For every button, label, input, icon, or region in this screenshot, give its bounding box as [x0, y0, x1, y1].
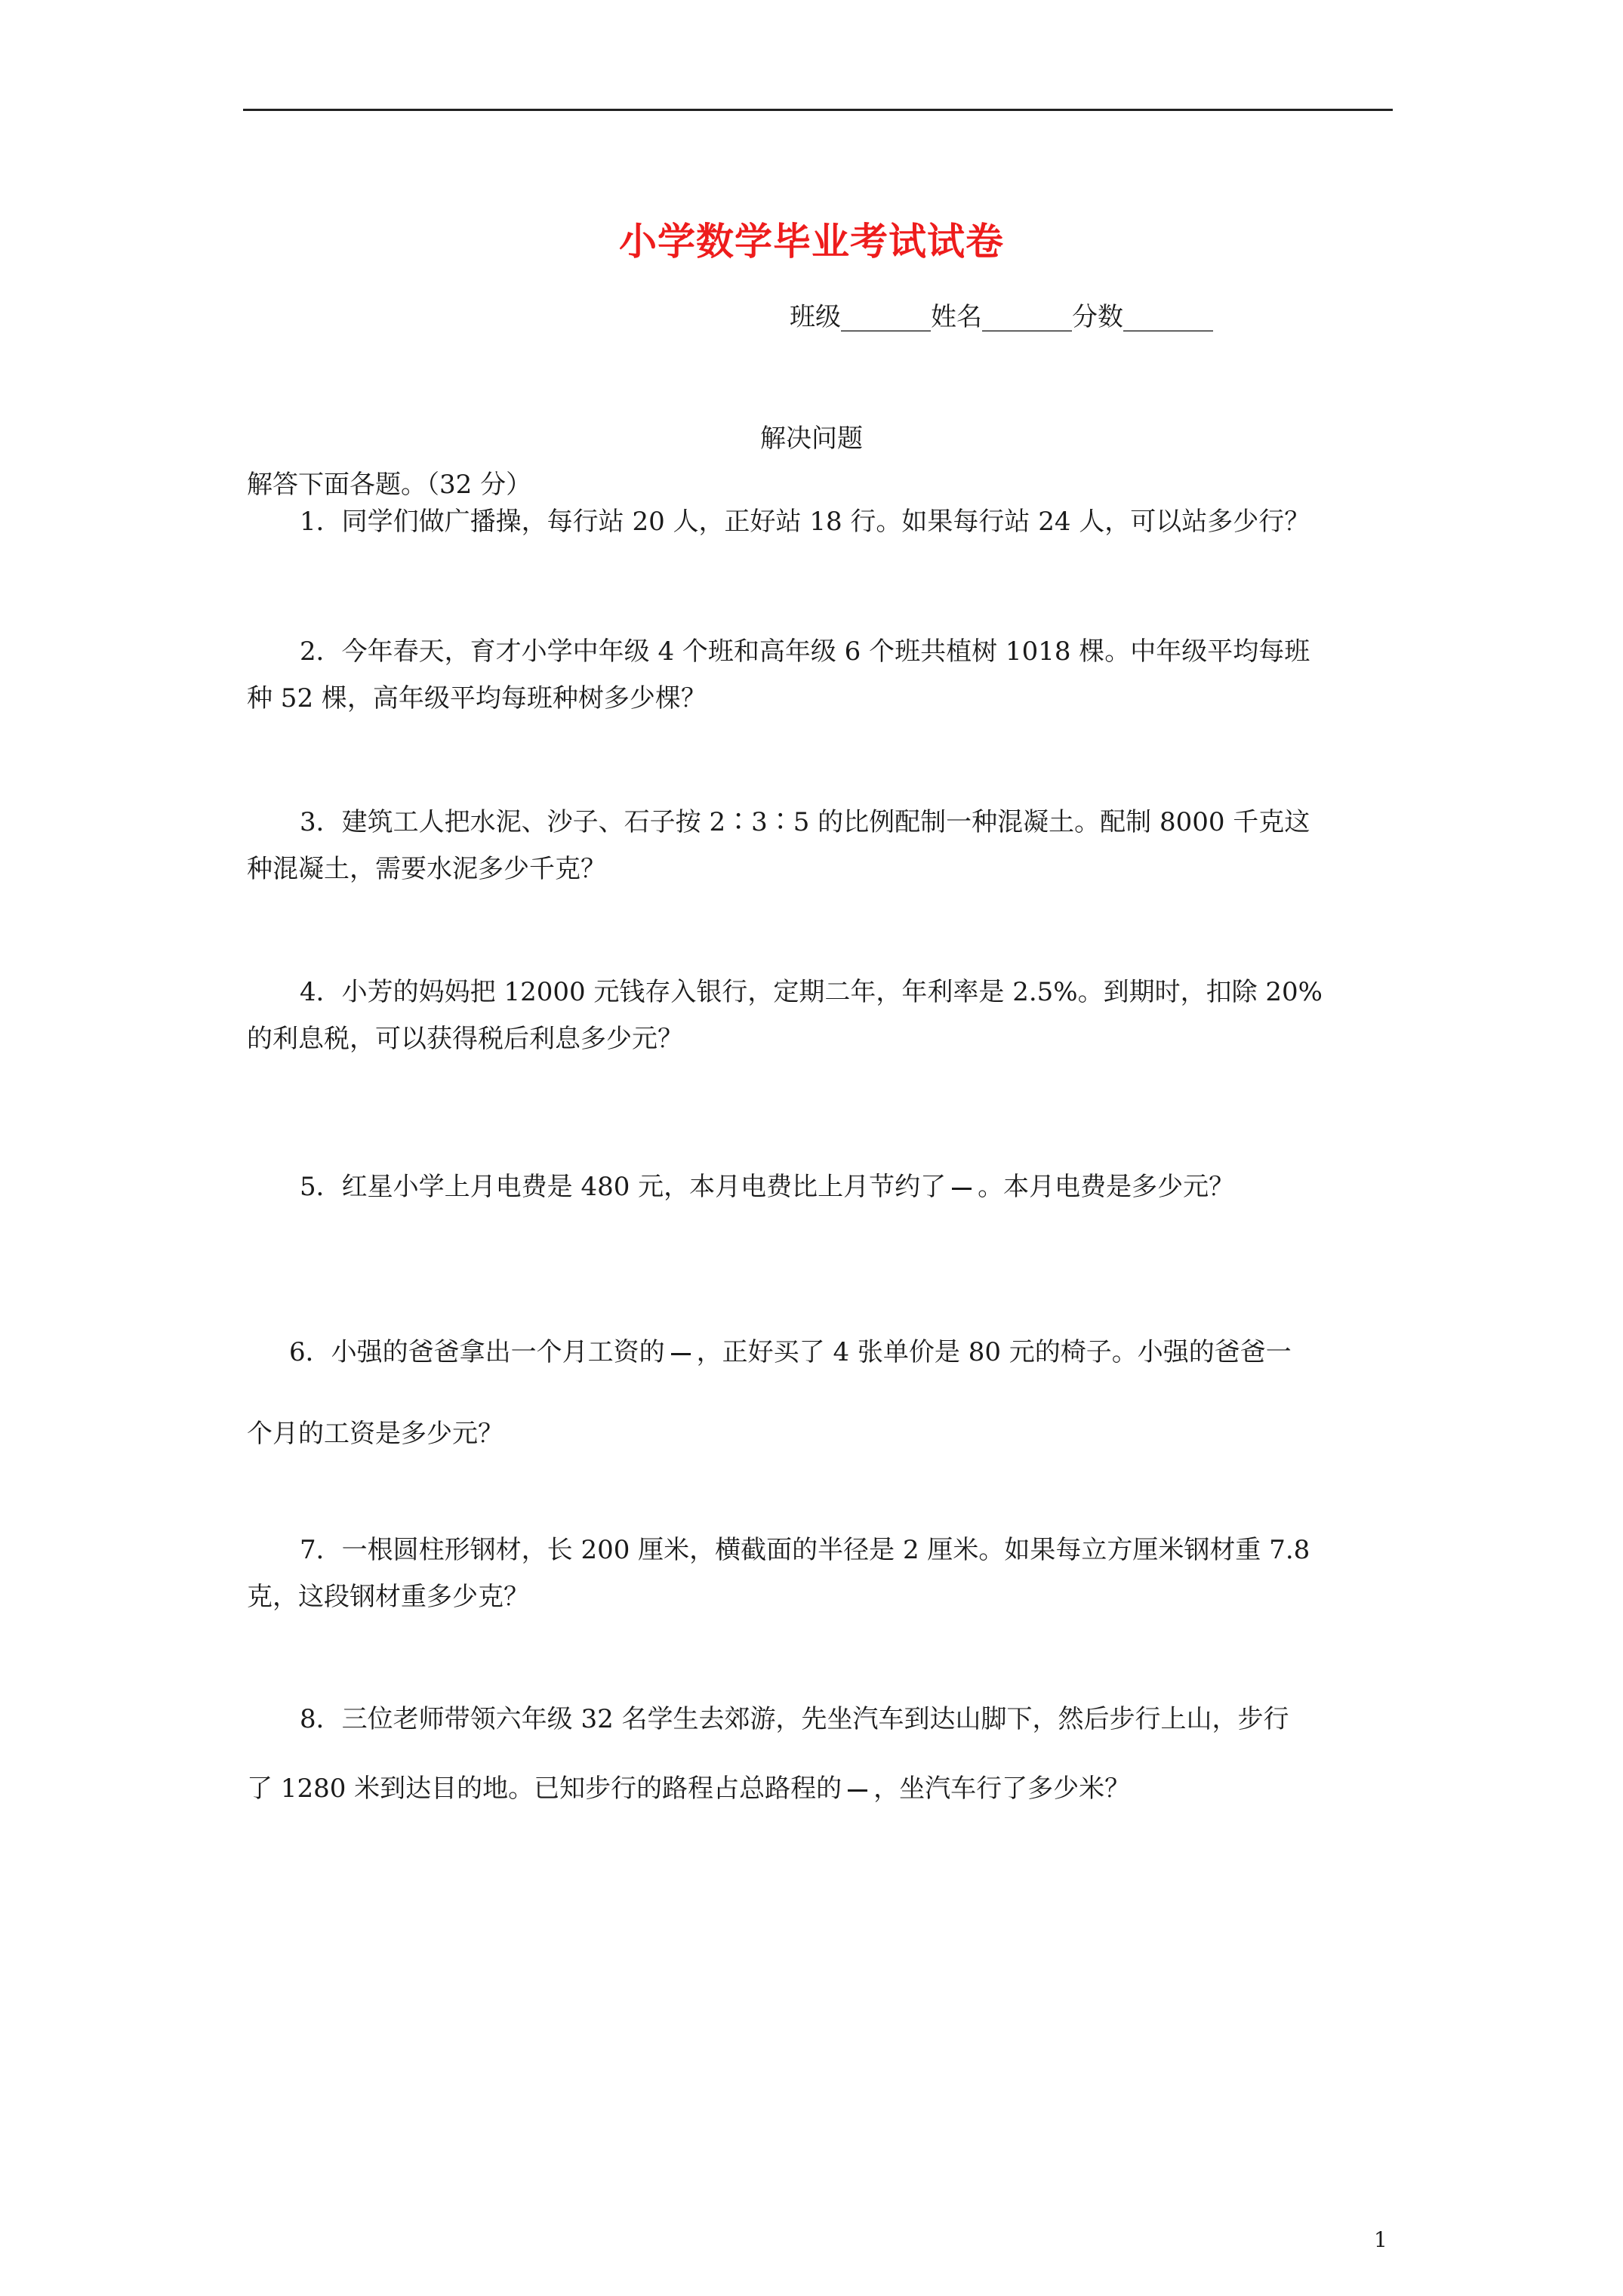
question-4-line1: 4．小芳的妈妈把 12000 元钱存入银行，定期二年，年利率是 2.5%。到期时，扣除 20% — [300, 977, 1323, 1007]
question-5 — [247, 1163, 1394, 1210]
question-3 — [247, 799, 1394, 892]
fraction-placeholder — [671, 1353, 691, 1355]
question-8 — [247, 1696, 1394, 1812]
fraction-placeholder — [952, 1188, 972, 1190]
class-field: 班级_______ — [790, 302, 931, 332]
question-2 — [247, 628, 1394, 722]
question-6-text-b: ，正好买了 4 张单价是 80 元的椅子。小强的爸爸一 — [696, 1337, 1292, 1367]
score-field: 分数_______ — [1072, 302, 1213, 332]
question-4-line2: 的利息税，可以获得税后利息多少元？ — [247, 1024, 683, 1054]
question-8-line2 — [247, 1765, 1394, 1812]
name-field: 姓名_______ — [931, 302, 1072, 332]
question-6 — [247, 1329, 1394, 1457]
question-8-text-a: 了 1280 米到达目的地。已知步行的路程占总路程的 — [247, 1774, 842, 1804]
page-number: 1 — [1374, 2227, 1387, 2252]
exam-title: 小学数学毕业考试试卷 — [619, 219, 1004, 264]
question-6-line1 — [247, 1329, 1394, 1376]
fraction-placeholder — [848, 1789, 867, 1792]
section-title: 解决问题 — [760, 424, 863, 454]
question-1 — [247, 498, 1394, 545]
question-7-line1: 7．一根圆柱形钢材，长 200 厘米，横截面的半径是 2 厘米。如果每立方厘米钢材重 7.8 — [300, 1535, 1310, 1565]
section-instruction: 解答下面各题。（32 分） — [247, 470, 532, 500]
question-2-line1: 2．今年春天，育才小学中年级 4 个班和高年级 6 个班共植树 1018 棵。中年级平均每班 — [300, 636, 1310, 667]
question-1-line1: 1．同学们做广播操，每行站 20 人，正好站 18 行。如果每行站 24 人，可以站多少行？ — [300, 507, 1310, 537]
question-7 — [247, 1527, 1394, 1620]
question-2-line2: 种 52 棵，高年级平均每班种树多少棵？ — [247, 683, 707, 713]
question-3-line2: 种混凝土，需要水泥多少千克？ — [247, 854, 606, 884]
question-5-text-a: 5．红星小学上月电费是 480 元，本月电费比上月节约了 — [300, 1172, 947, 1202]
question-6-line2: 个月的工资是多少元？ — [247, 1419, 504, 1449]
question-4 — [247, 969, 1394, 1062]
question-3-line1: 3．建筑工人把水泥、沙子、石子按 2∶3∶5 的比例配制一种混凝土。配制 8000 千克这 — [300, 807, 1310, 837]
question-8-line1: 8．三位老师带领六年级 32 名学生去郊游，先坐汽车到达山脚下，然后步行上山，步行 — [300, 1704, 1289, 1734]
question-7-line2: 克，这段钢材重多少克？ — [247, 1582, 529, 1612]
question-5-line1 — [247, 1163, 1394, 1210]
student-info-line — [790, 296, 1213, 333]
header-rule — [243, 109, 1393, 111]
question-5-text-b: 。本月电费是多少元？ — [978, 1172, 1235, 1202]
question-6-text-a: 6．小强的爸爸拿出一个月工资的 — [289, 1337, 665, 1367]
question-8-text-b: ，坐汽车行了多少米？ — [873, 1774, 1131, 1804]
